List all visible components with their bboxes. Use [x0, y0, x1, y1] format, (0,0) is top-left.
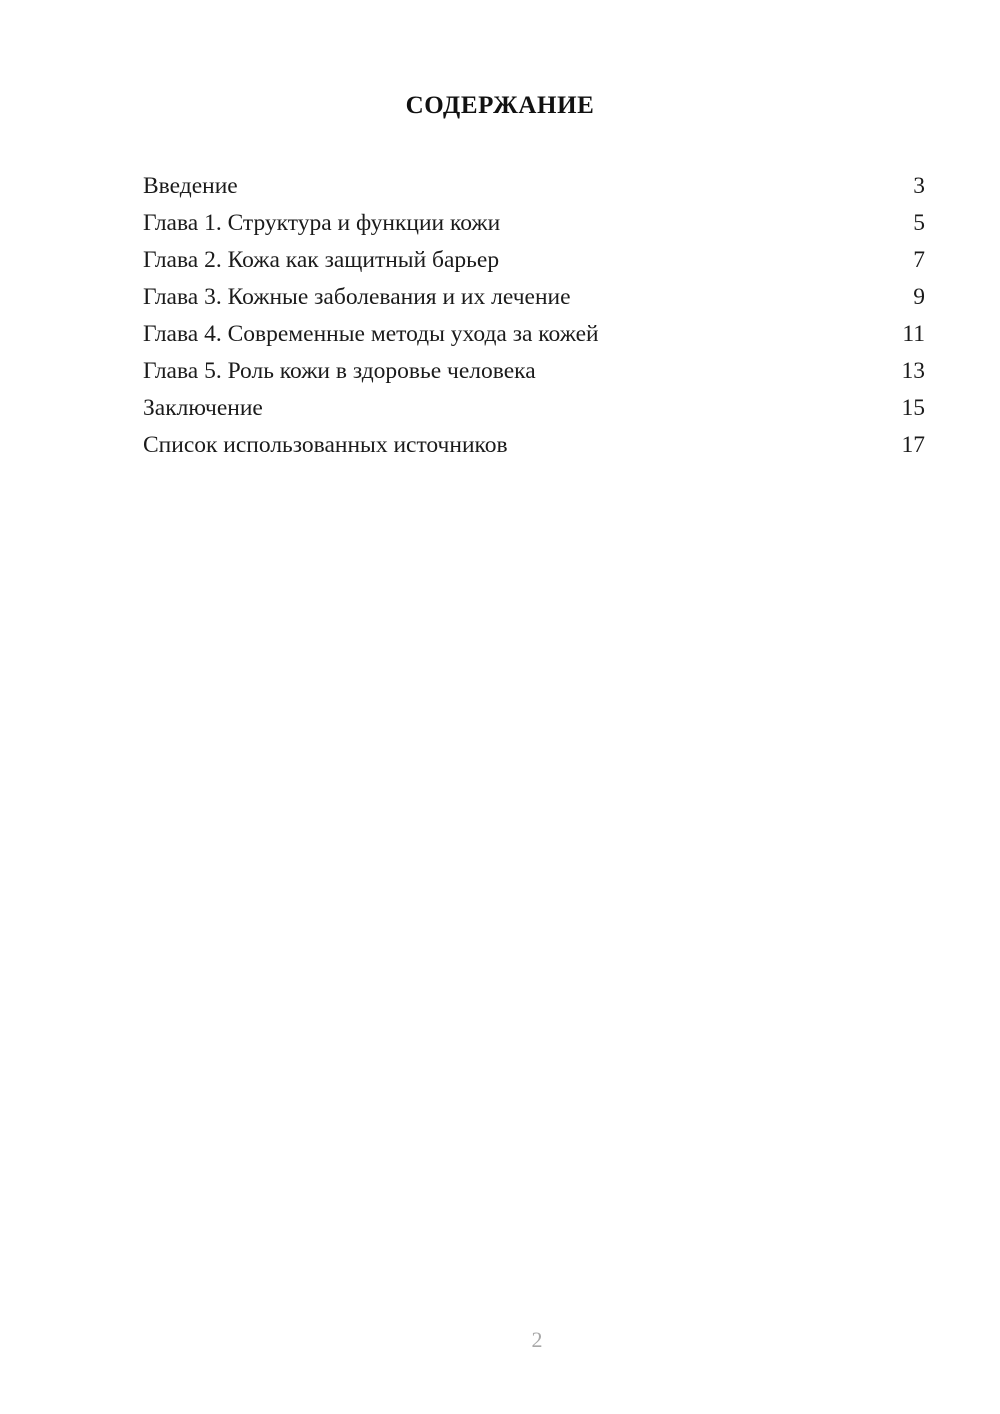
toc-entry-page: 5 [913, 210, 925, 236]
page-footer [0, 1327, 1000, 1353]
toc-entry-title: Глава 4. Современные методы ухода за кожей [143, 321, 599, 347]
toc-entry-title: Заключение [143, 395, 263, 421]
toc-entry-page: 9 [913, 284, 925, 310]
toc-entry-page: 15 [901, 395, 925, 421]
toc-entry-page: 13 [901, 358, 925, 384]
toc-entry-title: Список использованных источников [143, 432, 508, 458]
toc-entry-title: Глава 2. Кожа как защитный барьер [143, 247, 500, 273]
toc-entry[interactable] [143, 390, 925, 427]
toc-entry-title: Глава 1. Структура и функции кожи [143, 210, 501, 236]
toc-entry-title: Глава 5. Роль кожи в здоровье человека [143, 358, 536, 384]
toc-entry-page: 7 [913, 247, 925, 273]
toc-entry-title: Введение [143, 173, 238, 199]
page-number: 2 [531, 1327, 543, 1352]
toc-entry[interactable] [143, 205, 925, 242]
toc-entry[interactable] [143, 427, 925, 464]
toc-entry[interactable] [143, 353, 925, 390]
page-title: СОДЕРЖАНИЕ [405, 92, 595, 119]
toc-entry[interactable] [143, 242, 925, 279]
toc-entry-title: Глава 3. Кожные заболевания и их лечение [143, 284, 571, 310]
toc-entry[interactable] [143, 316, 925, 353]
toc-entry[interactable] [143, 168, 925, 205]
toc-entry[interactable] [143, 279, 925, 316]
table-of-contents [143, 168, 925, 464]
toc-entry-page: 17 [901, 432, 925, 458]
toc-entry-page: 3 [913, 173, 925, 199]
toc-entry-page: 11 [902, 321, 925, 347]
